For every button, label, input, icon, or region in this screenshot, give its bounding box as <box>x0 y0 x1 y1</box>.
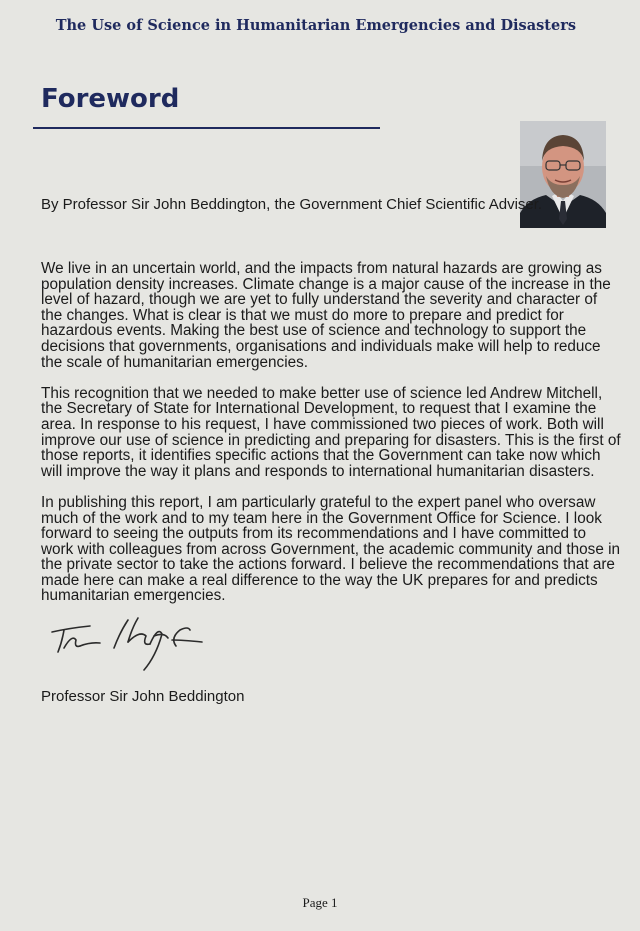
running-header: The Use of Science in Humanitarian Emergencies and Disasters <box>55 17 576 34</box>
page-number: Page 1 <box>302 895 338 910</box>
paragraph: In publishing this report, I am particularly grateful to the expert panel who oversaw much of the work and to my team here in the Government Office for Science. I look forward to seeing the outputs from its recommendations and I have committed to work with colleagues from across Government, the academic community and those in the private sector to take the actions forward. I believe the recommendations that are made here can make a real difference to the way the UK prepares for and predicts humanitarian emergencies. <box>41 493 620 605</box>
paragraph: We live in an uncertain world, and the impacts from natural hazards are growing as population density increases. Climate change is a major cause of the increase in the level of hazard, though we are yet to fully understand the severity and character of the changes. What is clear is that we must do more to prepare and predict for hazardous events. Making the best use of science and technology to support the decisions that governments, organisations and individuals make will help to reduce the scale of humanitarian emergencies. <box>41 260 611 371</box>
page-title: Foreword <box>41 84 180 114</box>
paragraph: This recognition that we needed to make better use of science led Andrew Mitchell, the Secretary of State for International Development, to request that I examine the area. In response to his request, I have commissioned two pieces of work. Both will improve our use of science in predicting and preparing for disasters. This is the first of those reports, it identifies specific actions that the Government can take now which will improve the way it plans and responds to international humanitarian disasters. <box>41 384 621 480</box>
byline: By Professor Sir John Beddington, the Government Chief Scientific Adviser. <box>41 196 543 213</box>
foreword-body <box>41 261 621 620</box>
signature <box>50 612 215 674</box>
signatory-name: Professor Sir John Beddington <box>41 688 245 705</box>
title-rule <box>33 127 380 129</box>
